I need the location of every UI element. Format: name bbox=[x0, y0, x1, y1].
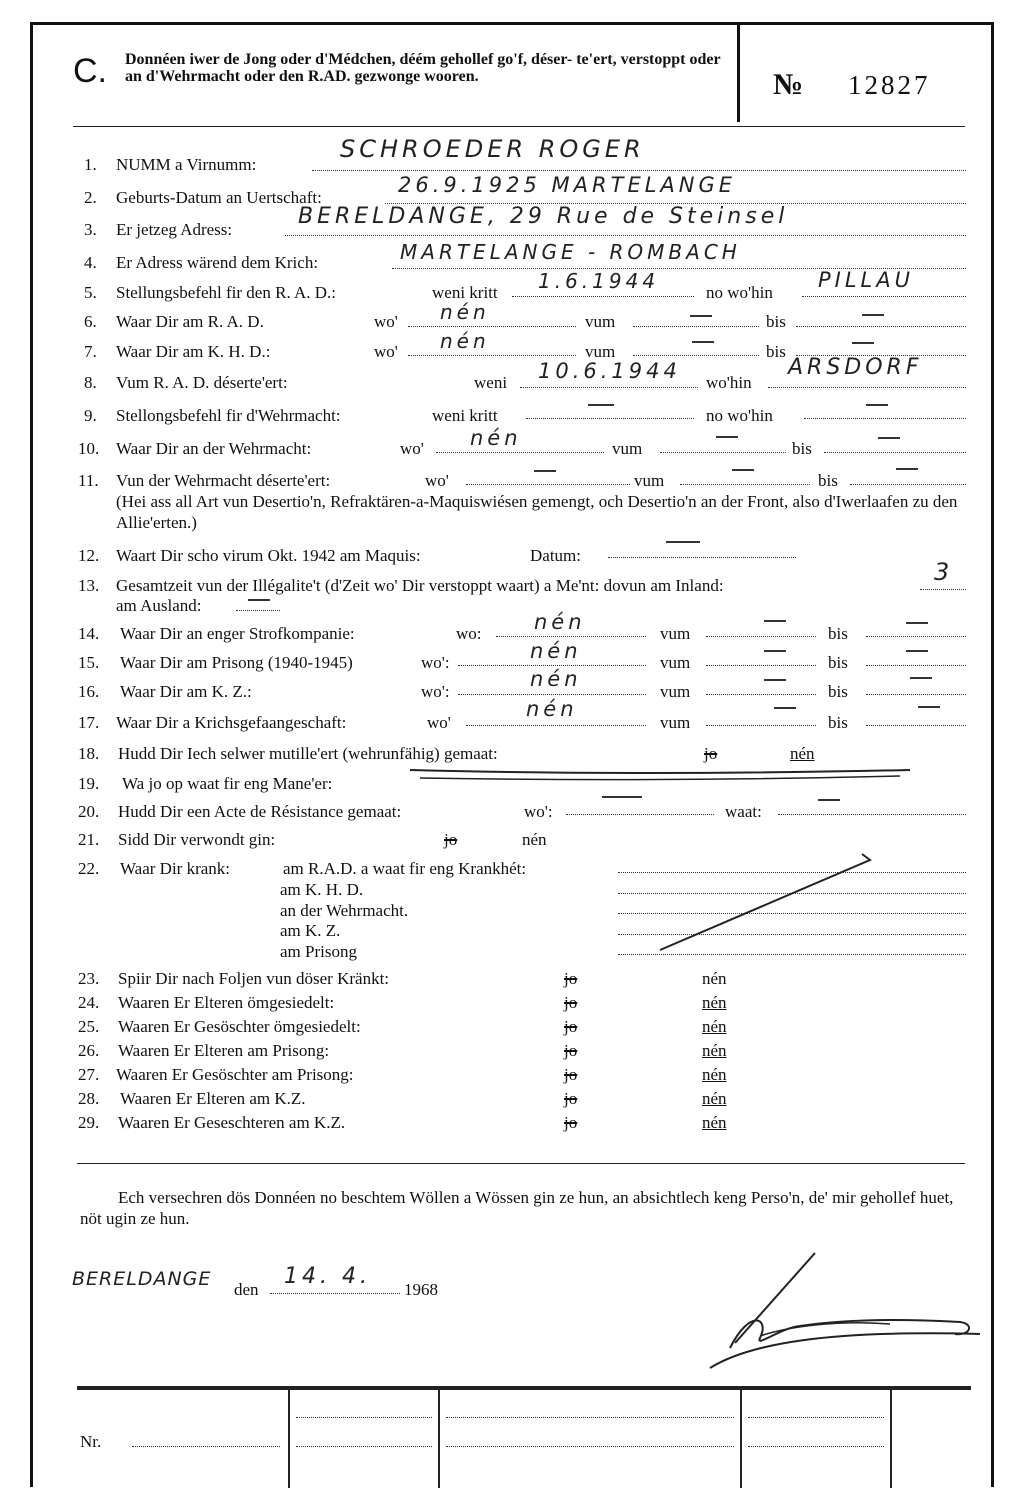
q16-wo-label: wo': bbox=[421, 682, 450, 701]
q10-bis-line bbox=[824, 452, 966, 453]
q11-wo-dash bbox=[534, 470, 556, 472]
q7-number: 7. bbox=[84, 342, 97, 361]
q13-inland-line bbox=[920, 589, 966, 590]
q9-when-label: weni kritt bbox=[432, 406, 498, 425]
q5-where: PILLAU bbox=[818, 268, 914, 292]
q28-label: Waaren Er Elteren am K.Z. bbox=[120, 1089, 306, 1108]
q6-label: Waar Dir am R. A. D. bbox=[116, 312, 264, 331]
footer-line-c2 bbox=[748, 1446, 884, 1447]
q15-number: 15. bbox=[78, 653, 100, 672]
q10-wo: nén bbox=[470, 426, 522, 450]
q18-no: nén bbox=[790, 744, 815, 763]
q13-abroad-dash bbox=[248, 599, 270, 601]
q5-when: 1.6.1944 bbox=[538, 269, 660, 293]
q12-date-line bbox=[608, 557, 796, 558]
q15-wo: nén bbox=[530, 639, 582, 663]
q15-vum-label: vum bbox=[660, 653, 691, 672]
q9-number: 9. bbox=[84, 406, 97, 425]
q8-where: ARSDORF bbox=[788, 355, 923, 380]
q22-label: Waar Dir krank: bbox=[120, 859, 231, 878]
q2-label: Geburts-Datum an Uertschaft: bbox=[116, 188, 322, 207]
q27-no: nén bbox=[702, 1065, 727, 1084]
q10-vum-line bbox=[660, 452, 786, 453]
q7-wo: nén bbox=[440, 329, 490, 353]
footer-col-divider-3 bbox=[740, 1388, 742, 1488]
q9-when-line bbox=[526, 418, 694, 419]
q3-answer: BERELDANGE, 29 Rue de Steinsel bbox=[298, 204, 789, 229]
q10-wo-line bbox=[436, 452, 604, 453]
q17-bis-line bbox=[866, 725, 966, 726]
q8-when-label: weni bbox=[474, 373, 508, 392]
q11-label: Vun der Wehrmacht déserte'ert: bbox=[116, 471, 331, 490]
number-sign: № bbox=[773, 68, 804, 101]
q11-wo-line bbox=[466, 484, 630, 485]
q11-bis-dash bbox=[896, 468, 918, 470]
q25-label: Waaren Er Gesöschter ömgesiedelt: bbox=[118, 1017, 361, 1036]
q20-wo-dash bbox=[602, 796, 642, 798]
q12-date-dash bbox=[666, 541, 700, 543]
q8-when: 10.6.1944 bbox=[538, 359, 681, 383]
q3-number: 3. bbox=[84, 220, 97, 239]
header-divider bbox=[737, 22, 740, 122]
q5-when-line bbox=[512, 296, 694, 297]
q6-wo-line bbox=[408, 326, 576, 327]
q16-vum-line bbox=[706, 694, 816, 695]
q26-label: Waaren Er Elteren am Prisong: bbox=[118, 1041, 330, 1060]
q15-bis-line bbox=[866, 665, 966, 666]
q10-bis-dash bbox=[878, 437, 900, 439]
q7-vum-label: vum bbox=[585, 342, 616, 361]
declaration-text: Ech versechren dös Donnéen no beschtem Wöllen a Wössen gin ze hun, an absichtlech keng Perso'n, de' mir gehollef huet, nöt ugin ze hun. bbox=[80, 1188, 954, 1228]
q17-vum-label: vum bbox=[660, 713, 691, 732]
q7-vum-line bbox=[633, 355, 759, 356]
q9-where-line bbox=[804, 418, 966, 419]
q14-vum-dash bbox=[764, 620, 786, 622]
q14-wo-label: wo: bbox=[456, 624, 482, 643]
signature-place: BERELDANGE bbox=[72, 1268, 212, 1290]
q21-number: 21. bbox=[78, 830, 100, 849]
header-rule bbox=[73, 126, 965, 127]
q23-yes: jo bbox=[564, 969, 578, 988]
q15-vum-dash bbox=[764, 650, 786, 652]
q11-wo-label: wo' bbox=[425, 471, 449, 490]
q12-date-label: Datum: bbox=[530, 546, 581, 565]
footer-line-b2 bbox=[446, 1446, 734, 1447]
footer-line-a1 bbox=[296, 1417, 432, 1418]
q5-where-line bbox=[802, 296, 966, 297]
q9-when-dash bbox=[588, 404, 614, 406]
q25-number: 25. bbox=[78, 1017, 100, 1036]
q10-wo-label: wo' bbox=[400, 439, 424, 458]
q13-number: 13. bbox=[78, 576, 100, 595]
q17-wo-line bbox=[466, 725, 646, 726]
q16-bis-line bbox=[866, 694, 966, 695]
q16-vum-dash bbox=[764, 679, 786, 681]
q28-number: 28. bbox=[78, 1089, 100, 1108]
footer-col-divider-1 bbox=[288, 1388, 290, 1488]
q14-wo: nén bbox=[534, 610, 586, 634]
q8-number: 8. bbox=[84, 373, 97, 392]
q14-bis-line bbox=[866, 636, 966, 637]
q3-line bbox=[285, 235, 966, 236]
footer-nr-line bbox=[132, 1446, 280, 1447]
q11-vum-label: vum bbox=[634, 471, 665, 490]
q10-number: 10. bbox=[78, 439, 100, 458]
q11-bis-line bbox=[850, 484, 966, 485]
q22-diagonal-strike bbox=[640, 850, 890, 960]
q16-number: 16. bbox=[78, 682, 100, 701]
q1-label: NUMM a Virnumm: bbox=[116, 155, 257, 174]
q27-number: 27. bbox=[78, 1065, 100, 1084]
q5-number: 5. bbox=[84, 283, 97, 302]
q13-abroad-label: am Ausland: bbox=[116, 596, 202, 615]
footer-line-b1 bbox=[446, 1417, 734, 1418]
q10-vum-dash bbox=[716, 436, 738, 438]
q17-wo-label: wo' bbox=[427, 713, 451, 732]
q29-label: Waaren Er Geseschteren am K.Z. bbox=[118, 1113, 346, 1132]
q20-waat-dash bbox=[818, 799, 840, 801]
q16-wo: nén bbox=[530, 667, 582, 691]
q8-label: Vum R. A. D. déserte'ert: bbox=[116, 373, 288, 392]
q8-when-line bbox=[520, 387, 698, 388]
q19-number: 19. bbox=[78, 774, 100, 793]
q7-wo-label: wo' bbox=[374, 342, 398, 361]
q24-number: 24. bbox=[78, 993, 100, 1012]
q12-number: 12. bbox=[78, 546, 100, 565]
signature-year: 1968 bbox=[404, 1280, 438, 1299]
q6-wo-label: wo' bbox=[374, 312, 398, 331]
q15-label: Waar Dir am Prisong (1940-1945) bbox=[120, 653, 353, 672]
footer-line-a2 bbox=[296, 1446, 432, 1447]
q17-wo: nén bbox=[526, 697, 578, 721]
q18-yes: jo bbox=[704, 744, 718, 763]
q25-no: nén bbox=[702, 1017, 727, 1036]
q10-bis-label: bis bbox=[792, 439, 812, 458]
q22-line-2: am K. H. D. bbox=[280, 880, 364, 899]
date-line bbox=[270, 1293, 400, 1294]
q7-wo-line bbox=[408, 355, 576, 356]
q3-label: Er jetzeg Adress: bbox=[116, 220, 233, 239]
q27-yes: jo bbox=[564, 1065, 578, 1084]
q1-line bbox=[312, 170, 966, 171]
q13-label: Gesamtzeit vun der Illégalite't (d'Zeit wo' Dir verstoppt waart) a Me'nt: dovun am Inland: bbox=[116, 576, 724, 595]
q2-answer: 26.9.1925 MARTELANGE bbox=[398, 173, 737, 197]
q29-yes: jo bbox=[564, 1113, 578, 1132]
q22-number: 22. bbox=[78, 859, 100, 878]
q21-no: nén bbox=[522, 830, 547, 849]
q16-vum-label: vum bbox=[660, 682, 691, 701]
q8-where-line bbox=[768, 387, 966, 388]
q2-number: 2. bbox=[84, 188, 97, 207]
footer-top-rule bbox=[77, 1386, 971, 1390]
q7-label: Waar Dir am K. H. D.: bbox=[116, 342, 271, 361]
q20-number: 20. bbox=[78, 802, 100, 821]
q6-vum-dash bbox=[690, 315, 712, 317]
q26-no: nén bbox=[702, 1041, 727, 1060]
q28-yes: jo bbox=[564, 1089, 578, 1108]
q13-inland: 3 bbox=[934, 558, 954, 586]
q29-number: 29. bbox=[78, 1113, 100, 1132]
q20-waat-line bbox=[778, 814, 966, 815]
q6-vum-line bbox=[633, 326, 759, 327]
q22-line-3: an der Wehrmacht. bbox=[280, 901, 409, 920]
q9-where-dash bbox=[866, 404, 888, 406]
q14-bis-dash bbox=[906, 622, 928, 624]
q17-vum-dash bbox=[774, 707, 796, 709]
den-label: den bbox=[234, 1280, 259, 1299]
q4-number: 4. bbox=[84, 253, 97, 272]
q21-label: Sidd Dir verwondt gin: bbox=[118, 830, 276, 849]
q23-label: Spiir Dir nach Foljen vun döser Kränkt: bbox=[118, 969, 390, 988]
q15-bis-dash bbox=[906, 650, 928, 652]
q19-strike-line bbox=[400, 762, 920, 784]
q11-note: (Hei ass all Art vun Desertio'n, Refraktären-a-Maquiswiésen gemengt, och Desertio'n an der Front, also d'Iwerlaafen zu den Allie'erten.) bbox=[116, 492, 958, 532]
q14-vum-line bbox=[706, 636, 816, 637]
footer-col-divider-2 bbox=[438, 1388, 440, 1488]
q11-bis-label: bis bbox=[818, 471, 838, 490]
q23-no: nén bbox=[702, 969, 727, 988]
q5-where-label: no wo'hin bbox=[706, 283, 773, 302]
q14-number: 14. bbox=[78, 624, 100, 643]
document-number: 12827 bbox=[848, 70, 931, 100]
q22-line-4: am K. Z. bbox=[280, 921, 341, 940]
q7-bis-label: bis bbox=[766, 342, 786, 361]
q4-answer: MARTELANGE - ROMBACH bbox=[400, 240, 741, 264]
q6-bis-dash bbox=[862, 314, 884, 316]
q12-label: Waart Dir scho virum Okt. 1942 am Maquis: bbox=[116, 546, 421, 565]
q26-yes: jo bbox=[564, 1041, 578, 1060]
q10-vum-label: vum bbox=[612, 439, 643, 458]
q5-when-label: weni kritt bbox=[432, 283, 498, 302]
q18-label: Hudd Dir Iech selwer mutille'ert (wehrunfähig) gemaat: bbox=[118, 744, 498, 763]
q16-label: Waar Dir am K. Z.: bbox=[120, 682, 252, 701]
q25-yes: jo bbox=[564, 1017, 578, 1036]
q20-waat-label: waat: bbox=[725, 802, 762, 821]
footer-nr-label: Nr. bbox=[80, 1432, 102, 1451]
q24-label: Waaren Er Elteren ömgesiedelt: bbox=[118, 993, 335, 1012]
q18-number: 18. bbox=[78, 744, 100, 763]
q28-no: nén bbox=[702, 1089, 727, 1108]
q17-label: Waar Dir a Krichsgefaangeschaft: bbox=[116, 713, 347, 732]
q17-bis-dash bbox=[918, 706, 940, 708]
q22-line-5: am Prisong bbox=[280, 942, 357, 961]
q4-label: Er Adress wärend dem Krich: bbox=[116, 253, 319, 272]
q24-no: nén bbox=[702, 993, 727, 1012]
handwritten-signature bbox=[690, 1248, 990, 1378]
q6-vum-label: vum bbox=[585, 312, 616, 331]
q6-bis-line bbox=[796, 326, 966, 327]
q7-vum-dash bbox=[692, 341, 714, 343]
q8-where-label: wo'hin bbox=[706, 373, 752, 392]
q11-vum-line bbox=[680, 484, 810, 485]
q17-bis-label: bis bbox=[828, 713, 848, 732]
q27-label: Waaren Er Gesöschter am Prisong: bbox=[116, 1065, 354, 1084]
q29-no: nén bbox=[702, 1113, 727, 1132]
q11-number: 11. bbox=[78, 471, 99, 490]
q20-wo-label: wo': bbox=[524, 802, 553, 821]
q9-where-label: no wo'hin bbox=[706, 406, 773, 425]
q14-label: Waar Dir an enger Strofkompanie: bbox=[120, 624, 355, 643]
q6-number: 6. bbox=[84, 312, 97, 331]
q10-label: Waar Dir an der Wehrmacht: bbox=[116, 439, 312, 458]
header-description: Donnéen iwer de Jong oder d'Médchen, déém gehollef go'f, déser- te'ert, verstoppt oder an d'Wehrmacht oder den R.AD. gezwonge wooren. bbox=[125, 51, 721, 85]
q23-number: 23. bbox=[78, 969, 100, 988]
q17-number: 17. bbox=[78, 713, 100, 732]
q14-bis-label: bis bbox=[828, 624, 848, 643]
q13-abroad-line bbox=[236, 610, 280, 611]
q16-bis-dash bbox=[910, 677, 932, 679]
q14-vum-label: vum bbox=[660, 624, 691, 643]
q21-yes: jo bbox=[444, 830, 458, 849]
q9-label: Stellongsbefehl fir d'Wehrmacht: bbox=[116, 406, 341, 425]
signature-date: 14. 4. bbox=[284, 1264, 371, 1289]
q15-wo-line bbox=[458, 665, 646, 666]
section-letter: C. bbox=[73, 52, 107, 90]
q15-vum-line bbox=[706, 665, 816, 666]
footer-col-divider-4 bbox=[890, 1388, 892, 1488]
q15-wo-label: wo': bbox=[421, 653, 450, 672]
q22-line-1: am R.A.D. a waat fir eng Krankhét: bbox=[283, 859, 527, 878]
q24-yes: jo bbox=[564, 993, 578, 1012]
q1-answer: SCHROEDER ROGER bbox=[340, 135, 645, 163]
q20-wo-line bbox=[566, 814, 714, 815]
q14-wo-line bbox=[496, 636, 646, 637]
q20-label: Hudd Dir een Acte de Résistance gemaat: bbox=[118, 802, 402, 821]
q5-label: Stellungsbefehl fir den R. A. D.: bbox=[116, 283, 337, 302]
q15-bis-label: bis bbox=[828, 653, 848, 672]
declaration-rule bbox=[77, 1163, 965, 1164]
footer-line-c1 bbox=[748, 1417, 884, 1418]
q17-vum-line bbox=[706, 725, 816, 726]
q26-number: 26. bbox=[78, 1041, 100, 1060]
q6-bis-label: bis bbox=[766, 312, 786, 331]
q11-vum-dash bbox=[732, 469, 754, 471]
q16-bis-label: bis bbox=[828, 682, 848, 701]
q1-number: 1. bbox=[84, 155, 97, 174]
q16-wo-line bbox=[458, 694, 646, 695]
q6-wo: nén bbox=[440, 300, 490, 324]
q7-bis-dash bbox=[852, 342, 874, 344]
q19-label: Wa jo op waat fir eng Mane'er: bbox=[122, 774, 333, 793]
